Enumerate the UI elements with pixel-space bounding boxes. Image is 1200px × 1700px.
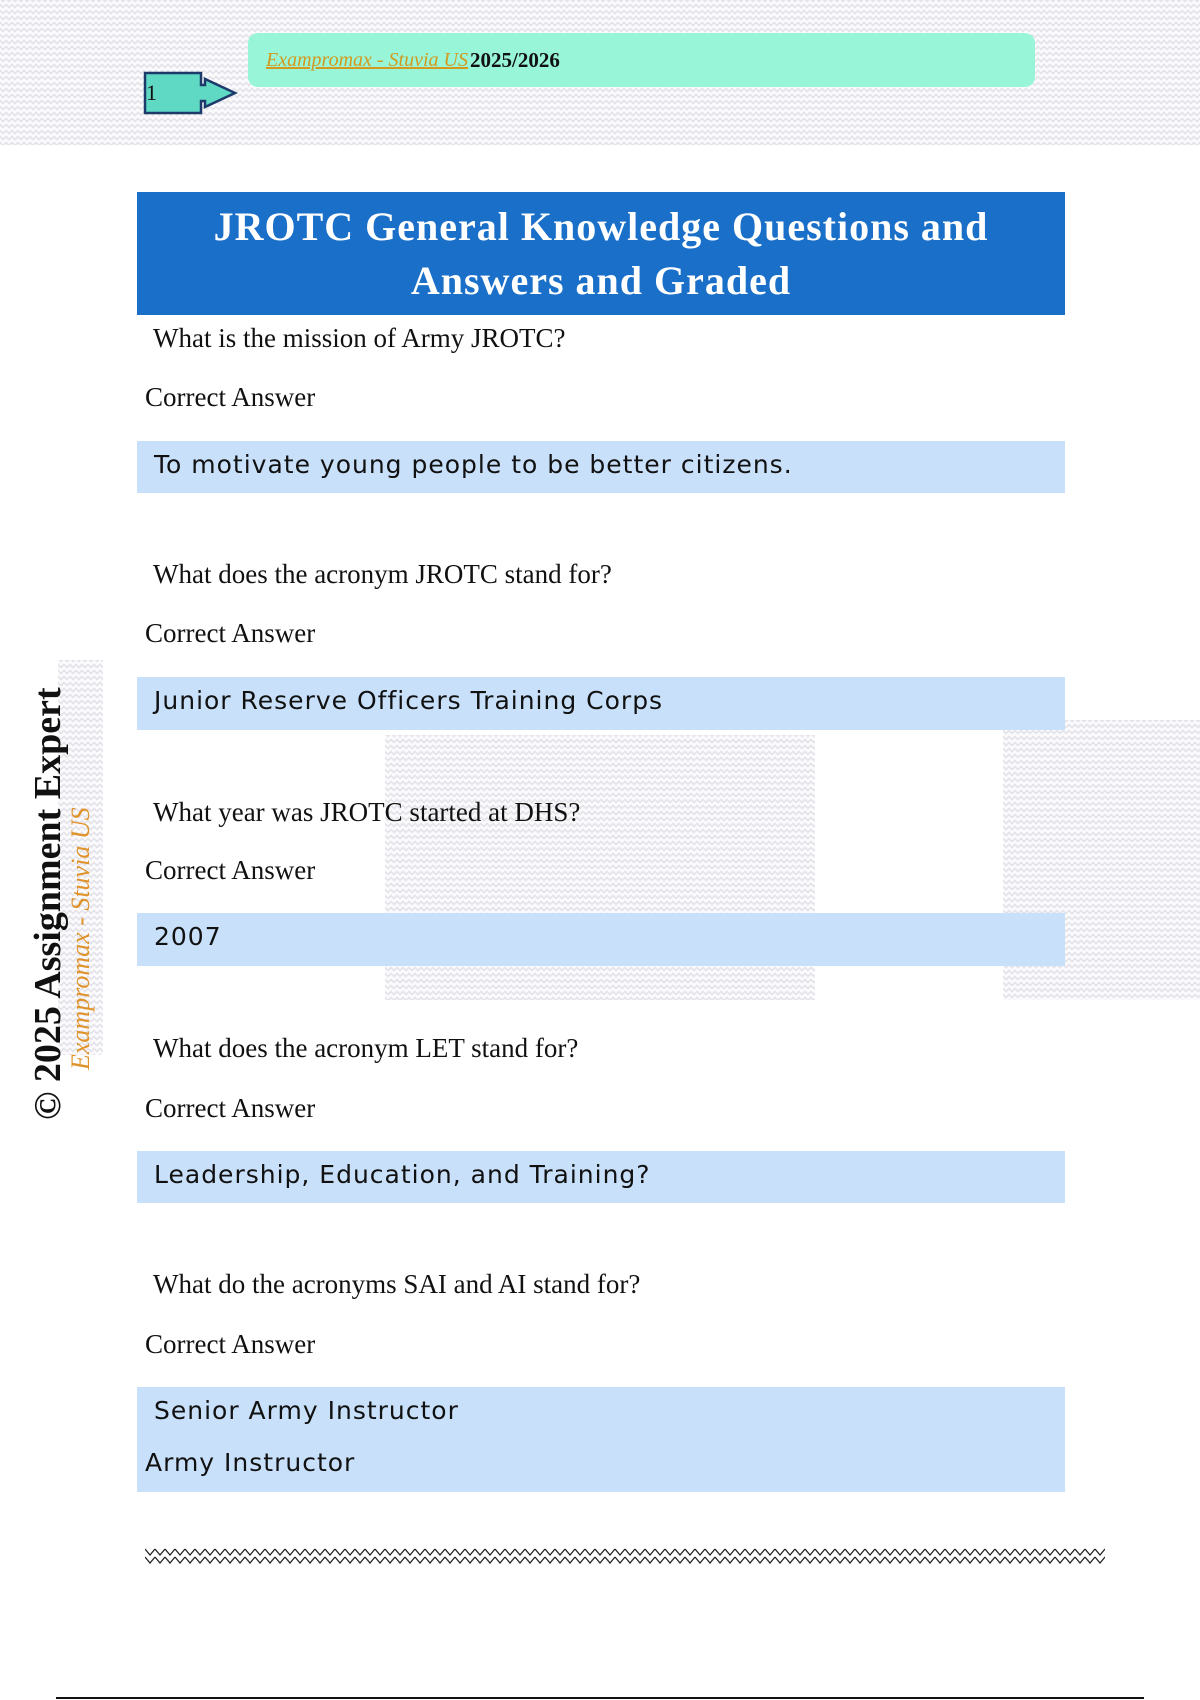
answer-1: To motivate young people to be better citizens. bbox=[154, 450, 793, 479]
copyright-watermark: © 2025 Assignment Expert bbox=[27, 687, 69, 1120]
wavy-separator bbox=[145, 1548, 1105, 1564]
header-bar bbox=[248, 33, 1035, 87]
answer-5-line-2: Army Instructor bbox=[145, 1448, 356, 1477]
question-4: What does the acronym LET stand for? bbox=[153, 1033, 579, 1063]
footer-rule bbox=[56, 1697, 1144, 1699]
correct-answer-label-3: Correct Answer bbox=[145, 855, 316, 885]
brand-watermark: Exampromax - Stuvia US bbox=[66, 807, 95, 1070]
answer-5-line-1: Senior Army Instructor bbox=[154, 1396, 459, 1425]
question-3: What year was JROTC started at DHS? bbox=[153, 797, 581, 827]
correct-answer-label-4: Correct Answer bbox=[145, 1093, 316, 1123]
correct-answer-label-5: Correct Answer bbox=[145, 1329, 316, 1359]
answer-box-5 bbox=[137, 1387, 1065, 1492]
question-1: What is the mission of Army JROTC? bbox=[153, 323, 566, 353]
answer-box-2 bbox=[137, 677, 1065, 730]
year-label: 2025/2026 bbox=[470, 47, 560, 72]
document-title bbox=[137, 192, 1065, 315]
answer-3: 2007 bbox=[154, 922, 222, 951]
question-5: What do the acronyms SAI and AI stand for? bbox=[153, 1269, 641, 1299]
correct-answer-label-2: Correct Answer bbox=[145, 618, 316, 648]
answer-box-4 bbox=[137, 1151, 1065, 1203]
page-number: 1 bbox=[146, 80, 157, 105]
title-line-1: JROTC General Knowledge Questions and bbox=[213, 203, 989, 249]
answer-4: Leadership, Education, and Training? bbox=[154, 1160, 651, 1189]
answer-2: Junior Reserve Officers Training Corps bbox=[154, 686, 664, 715]
title-line-2: Answers and Graded bbox=[410, 257, 792, 303]
page-arrow-icon bbox=[143, 71, 238, 116]
brand-link[interactable]: Exampromax - Stuvia US bbox=[266, 48, 468, 71]
answer-box-1 bbox=[137, 441, 1065, 493]
question-2: What does the acronym JROTC stand for? bbox=[153, 559, 612, 589]
answer-box-3 bbox=[137, 913, 1065, 966]
correct-answer-label-1: Correct Answer bbox=[145, 382, 316, 412]
